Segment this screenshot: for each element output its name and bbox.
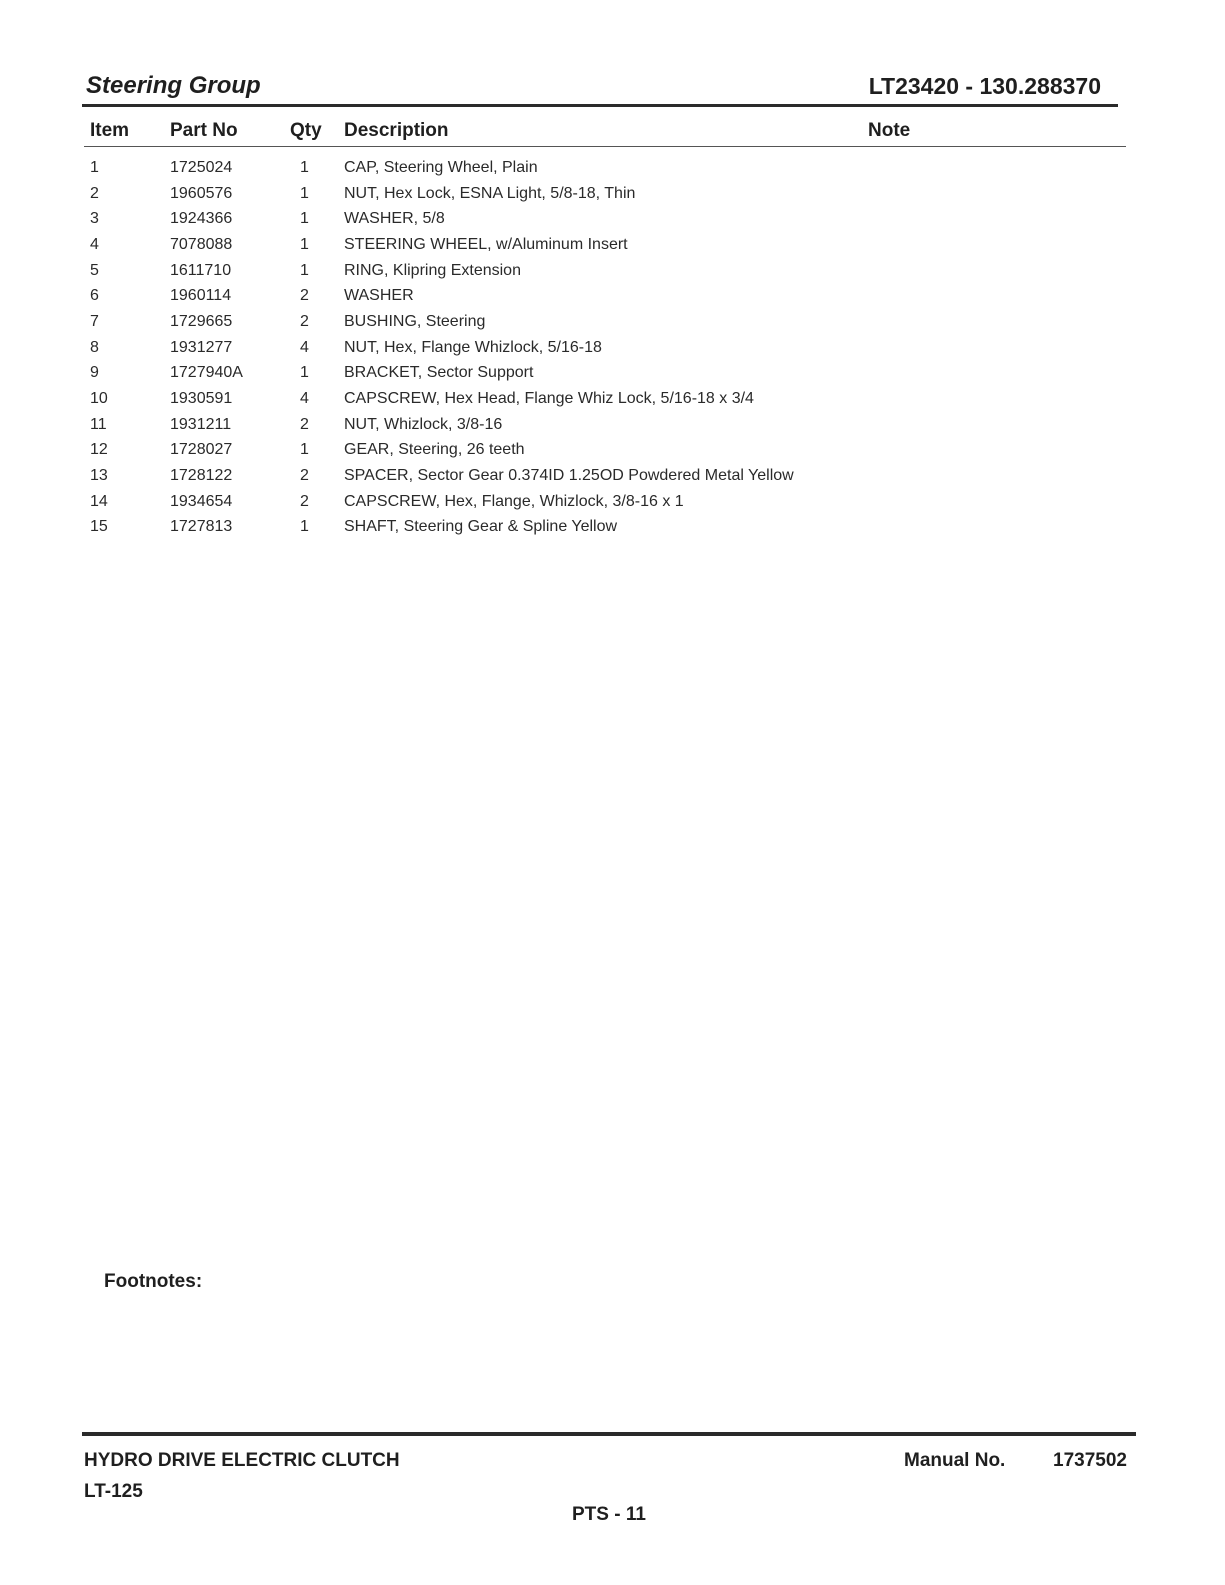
note [868, 412, 1126, 438]
item-number: 10 [90, 390, 108, 408]
description: WASHER, 5/8 [344, 210, 445, 228]
description: NUT, Whizlock, 3/8-16 [344, 415, 503, 433]
item-number: 2 [90, 184, 99, 202]
part-number: 1728027 [170, 441, 233, 459]
part-number: 1930591 [170, 390, 233, 408]
item-number: 13 [90, 467, 108, 485]
footer-divider [82, 1432, 1136, 1436]
column-header-description: Description [344, 118, 868, 147]
note [868, 489, 1126, 515]
header-divider [82, 104, 1118, 107]
part-number: 1727940A [170, 364, 243, 382]
note [868, 147, 1126, 181]
table-row [84, 181, 1126, 207]
part-number: 1960576 [170, 184, 233, 202]
item-number: 8 [90, 338, 99, 356]
quantity: 4 [300, 338, 309, 356]
manual-number: 1737502 [1053, 1450, 1127, 1471]
part-number: 1931211 [170, 415, 232, 433]
description: NUT, Hex Lock, ESNA Light, 5/8-18, Thin [344, 184, 636, 202]
part-number: 7078088 [170, 235, 233, 253]
description: RING, Klipring Extension [344, 261, 521, 279]
table-row [84, 258, 1126, 284]
description: CAPSCREW, Hex, Flange, Whizlock, 3/8-16 x 1 [344, 492, 684, 510]
note [868, 181, 1126, 207]
description: GEAR, Steering, 26 teeth [344, 441, 525, 459]
table-row [84, 463, 1126, 489]
table-row [84, 335, 1126, 361]
note [868, 283, 1126, 309]
quantity: 1 [300, 210, 309, 228]
item-number: 3 [90, 210, 99, 228]
item-number: 15 [90, 518, 108, 536]
footer-title: HYDRO DRIVE ELECTRIC CLUTCH [84, 1450, 400, 1471]
item-number: 6 [90, 287, 99, 305]
description: SPACER, Sector Gear 0.374ID 1.25OD Powdered Metal Yellow [344, 467, 794, 485]
note [868, 361, 1126, 387]
item-number: 11 [90, 415, 107, 433]
part-number: 1728122 [170, 467, 233, 485]
quantity: 1 [300, 261, 309, 279]
note [868, 515, 1126, 541]
quantity: 1 [300, 364, 309, 382]
item-number: 1 [90, 158, 99, 176]
description: NUT, Hex, Flange Whizlock, 5/16-18 [344, 338, 602, 356]
page-number: PTS - 11 [572, 1504, 646, 1525]
table-row [84, 515, 1126, 541]
table-header-row [84, 118, 1126, 147]
description: WASHER [344, 287, 414, 305]
table-row [84, 309, 1126, 335]
description: SHAFT, Steering Gear & Spline Yellow [344, 518, 618, 536]
part-number: 1727813 [170, 518, 233, 536]
footer-model: LT-125 [84, 1481, 143, 1502]
item-number: 4 [90, 235, 99, 253]
table-row [84, 147, 1126, 181]
description: CAP, Steering Wheel, Plain [344, 158, 538, 176]
description: BRACKET, Sector Support [344, 364, 534, 382]
note [868, 463, 1126, 489]
item-number: 9 [90, 364, 99, 382]
note [868, 438, 1126, 464]
part-number: 1924366 [170, 210, 233, 228]
note [868, 232, 1126, 258]
description: CAPSCREW, Hex Head, Flange Whiz Lock, 5/16-18 x 3/4 [344, 390, 754, 408]
part-number: 1960114 [170, 287, 232, 305]
table-row [84, 232, 1126, 258]
note [868, 386, 1126, 412]
note [868, 309, 1126, 335]
quantity: 2 [300, 312, 309, 330]
quantity: 1 [300, 158, 309, 176]
part-number: 1725024 [170, 158, 233, 176]
group-title: Steering Group [86, 72, 261, 99]
table-row [84, 283, 1126, 309]
footnotes-label: Footnotes: [104, 1271, 203, 1292]
column-header-qty: Qty [288, 118, 344, 147]
description: BUSHING, Steering [344, 312, 486, 330]
parts-table [84, 118, 1126, 540]
quantity: 1 [300, 441, 309, 459]
quantity: 1 [300, 235, 309, 253]
item-number: 12 [90, 441, 108, 459]
quantity: 2 [300, 415, 309, 433]
model-id: LT23420 - 130.288370 [868, 73, 1101, 99]
table-row [84, 386, 1126, 412]
table-row [84, 412, 1126, 438]
table-row [84, 361, 1126, 387]
table-row [84, 206, 1126, 232]
quantity: 1 [300, 184, 309, 202]
part-number: 1729665 [170, 312, 233, 330]
note [868, 335, 1126, 361]
item-number: 14 [90, 492, 108, 510]
part-number: 1611710 [170, 261, 232, 279]
part-number: 1931277 [170, 338, 233, 356]
column-header-item: Item [84, 118, 170, 147]
quantity: 4 [300, 390, 309, 408]
quantity: 2 [300, 492, 309, 510]
table-row [84, 438, 1126, 464]
note [868, 258, 1126, 284]
table-row [84, 489, 1126, 515]
quantity: 2 [300, 287, 309, 305]
part-number: 1934654 [170, 492, 233, 510]
quantity: 1 [300, 518, 309, 536]
quantity: 2 [300, 467, 309, 485]
manual-number-label: Manual No. [904, 1450, 1006, 1471]
column-header-note: Note [868, 118, 1126, 147]
description: STEERING WHEEL, w/Aluminum Insert [344, 235, 628, 253]
column-header-part-no: Part No [170, 118, 288, 147]
item-number: 7 [90, 312, 99, 330]
note [868, 206, 1126, 232]
item-number: 5 [90, 261, 99, 279]
